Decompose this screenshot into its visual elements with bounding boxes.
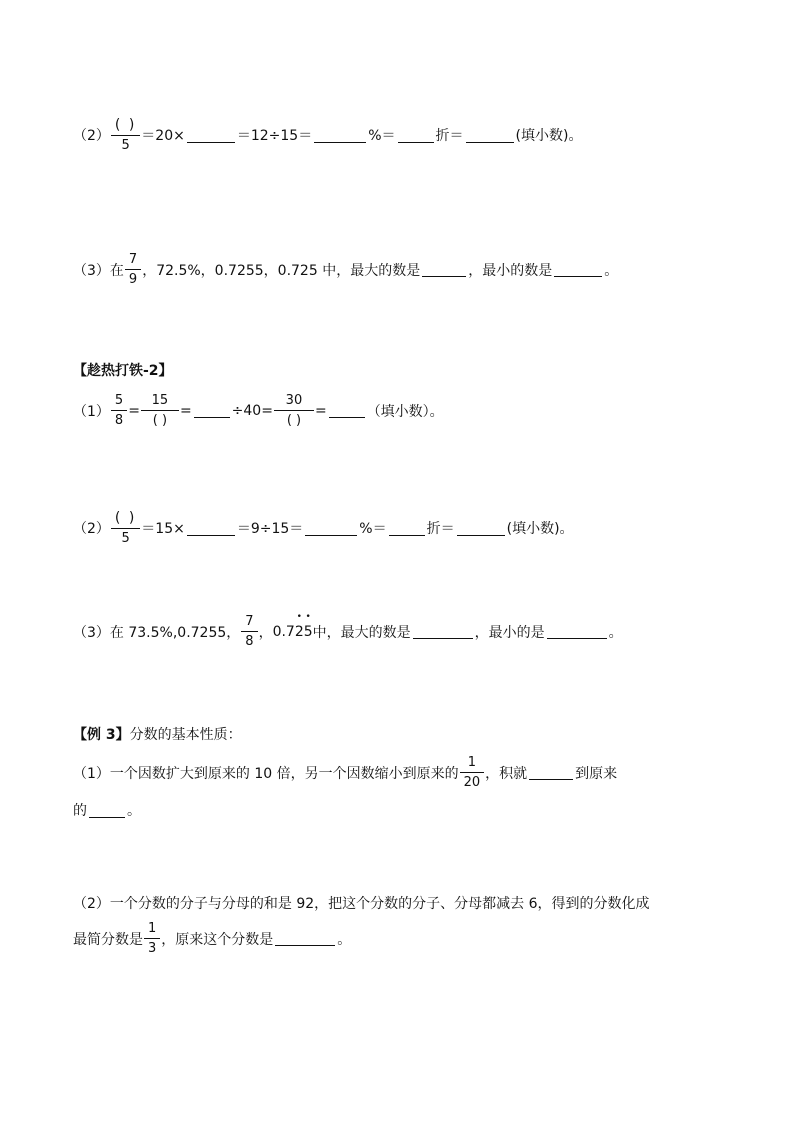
fraction-numerator: ( ) [114, 510, 137, 526]
s2-question-3 [73, 615, 623, 648]
fraction [127, 253, 139, 286]
question-label: （3）在 [73, 262, 124, 279]
question-text: 到原来 [575, 765, 618, 782]
zhe-text: 折＝ [426, 521, 455, 537]
equals-text: = [128, 402, 140, 419]
s3-heading [73, 724, 242, 744]
question-label: （3）在 73.5%,0.7255， [73, 624, 241, 641]
answer-blank[interactable] [329, 403, 365, 418]
equation-text: ＝15× [141, 521, 185, 537]
fraction-denominator: 8 [241, 631, 257, 648]
percent-text: %＝ [359, 521, 387, 537]
fraction-denominator: 20 [460, 772, 485, 789]
question-label: （1） [73, 403, 110, 420]
fraction-numerator: 1 [148, 921, 157, 936]
example-heading: 【例 3】 [73, 727, 130, 743]
s3-question-2-line1 [73, 893, 650, 913]
end-text: 。 [604, 262, 619, 279]
answer-blank[interactable] [194, 403, 230, 418]
answer-blank[interactable] [187, 128, 235, 143]
fraction [276, 394, 312, 427]
answer-blank[interactable] [89, 803, 125, 818]
fraction [243, 615, 255, 648]
equals-text: = [179, 402, 192, 419]
answer-blank[interactable] [314, 128, 366, 143]
fraction-numerator: 7 [128, 252, 138, 267]
fraction-denominator: ( ) [274, 410, 314, 427]
question-text: 最简分数是 [73, 931, 143, 948]
fraction [462, 756, 483, 789]
fraction [113, 511, 138, 545]
note-text: （填小数）。 [366, 403, 444, 420]
fraction-numerator: ( ) [114, 117, 137, 133]
equation-text: ＝9÷15＝ [236, 521, 304, 537]
zhe-text: 折＝ [435, 128, 464, 144]
fraction-denominator: 3 [144, 938, 160, 955]
divide-text: ÷40= [231, 402, 273, 419]
question-text: 的 [73, 803, 87, 819]
fraction [143, 394, 177, 427]
answer-blank[interactable] [422, 262, 466, 277]
section-heading: 【趁热打铁-2】 [73, 363, 173, 379]
answer-blank[interactable] [187, 521, 235, 536]
question-text: （1）一个因数扩大到原来的 10 倍，另一个因数缩小到原来的 [73, 765, 459, 782]
note-text: (填小数)。 [506, 521, 574, 537]
answer-blank[interactable] [554, 262, 602, 277]
end-text: 。 [127, 803, 141, 819]
example-heading-text: 分数的基本性质： [129, 727, 242, 743]
fraction-denominator: ( ) [141, 410, 179, 427]
s1-question-3 [73, 253, 618, 286]
separator-text: ， [258, 624, 273, 641]
fraction-numerator: 7 [245, 614, 254, 629]
fraction [146, 922, 158, 955]
end-text: 。 [608, 624, 623, 641]
s3-question-1-line1 [73, 756, 617, 789]
fraction-denominator: 5 [111, 135, 140, 152]
question-text: ，最小的数是 [468, 262, 553, 279]
question-label: （2） [73, 128, 110, 144]
note-text: (填小数)。 [515, 128, 583, 144]
answer-blank[interactable] [389, 521, 425, 536]
question-text: ，最小的是 [474, 624, 545, 641]
question-label: （2） [73, 521, 110, 537]
decimal-prefix: 0.7 [272, 623, 295, 640]
question-text: （2）一个分数的分子与分母的和是 92，把这个分数的分子、分母都减去 6，得到的分数化成 [73, 896, 650, 912]
fraction-denominator: 8 [111, 410, 127, 427]
answer-blank[interactable] [305, 521, 357, 536]
answer-blank[interactable] [547, 624, 607, 639]
fraction-denominator: 9 [125, 269, 141, 286]
s2-heading [73, 360, 173, 380]
equation-text: ＝12÷15＝ [236, 128, 313, 144]
equals-text: = [314, 402, 327, 419]
s2-question-1 [73, 394, 444, 427]
equation-text: ＝20× [141, 128, 185, 144]
percent-text: %＝ [368, 128, 396, 144]
repeating-decimal [273, 624, 313, 640]
fraction-denominator: 5 [111, 528, 140, 545]
s3-question-1-line2 [73, 800, 141, 820]
question-text: 中，最大的数是 [312, 624, 411, 641]
s1-question-2 [73, 118, 582, 152]
question-text: ，72.5%，0.7255，0.725 中，最大的数是 [142, 262, 421, 279]
question-text: ，原来这个分数是 [161, 931, 274, 948]
answer-blank[interactable] [275, 931, 335, 946]
fraction [113, 118, 138, 152]
question-text: ，积就 [485, 765, 528, 782]
repeating-digit: • 5 [304, 624, 313, 640]
fraction-numerator: 1 [467, 755, 477, 770]
s3-question-2-line2 [73, 922, 351, 955]
answer-blank[interactable] [413, 624, 473, 639]
fraction [113, 394, 125, 427]
repeating-digit: • 2 [295, 624, 304, 640]
answer-blank[interactable] [466, 128, 514, 143]
answer-blank[interactable] [529, 765, 573, 780]
fraction-numerator: 15 [151, 393, 169, 408]
fraction-numerator: 30 [285, 393, 303, 408]
answer-blank[interactable] [457, 521, 505, 536]
fraction-numerator: 5 [114, 393, 124, 408]
s2-question-2 [73, 511, 574, 545]
end-text: 。 [337, 931, 352, 948]
answer-blank[interactable] [398, 128, 434, 143]
